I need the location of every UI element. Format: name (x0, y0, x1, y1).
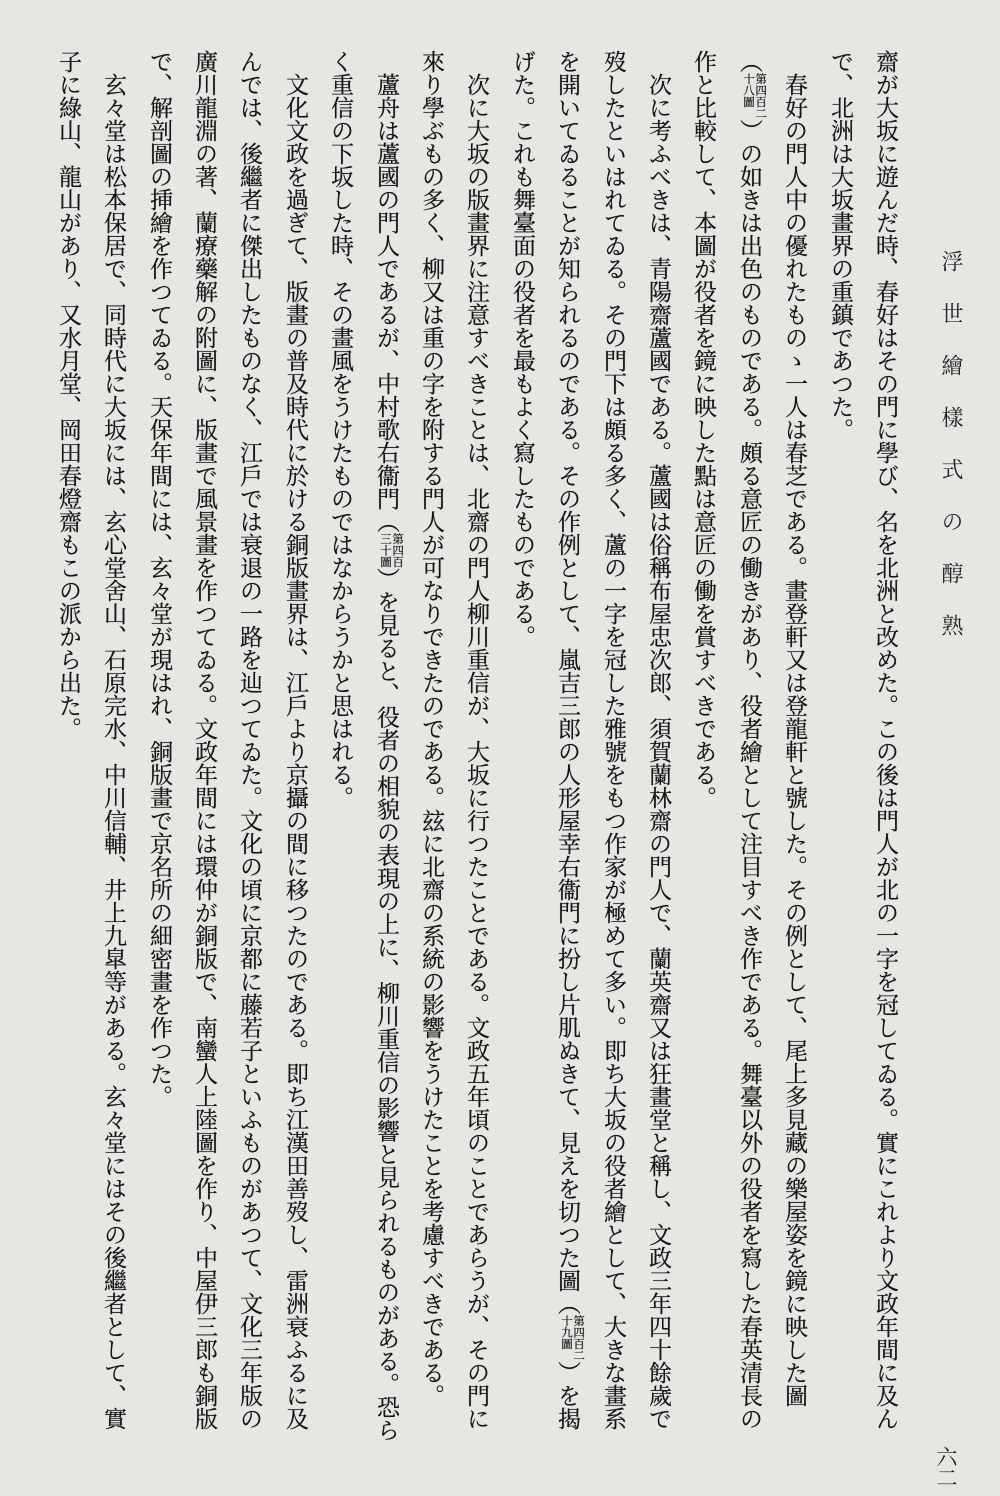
figure-reference-note (561, 1315, 585, 1361)
text-column (363, 50, 409, 1442)
note-line: 十八圖 (742, 73, 756, 108)
note-line: 第四百二 (572, 1315, 587, 1361)
text-segment: を開いてゐることが知られるのである。その作例として、嵐吉三郎の人形屋幸右衞門に扮し片肌ぬきて、見えを切つた圖（ (554, 50, 580, 1315)
text-segment: ）の如きは出色のものである。頗る意匠の働きがあり、役者繪として注目すべき作である。舞臺以外の役者を寫した春英清長の (736, 119, 762, 1430)
text-column: で、解剖圖の挿繪を作つてゐる。天保年間には、玄々堂が現はれ、銅版畫で京名所の細密畫を作つた。 (146, 50, 172, 1108)
page-number: 六二 (934, 1446, 958, 1488)
text-column: 子に綠山、龍山があり、又水月堂、岡田春燈齋もこの派から出た。 (55, 50, 81, 740)
text-segment: 蘆舟は蘆國の門人であるが、中村歌右衞門（ (373, 73, 399, 533)
running-header: 浮世繪樣式の醇熟 (938, 250, 963, 666)
text-column: 廣川龍淵の著、蘭療藥解の附圖に、版畫で風景畫を作つてゐる。文政年間には環仲が銅版で、南蠻人上陸圖を作り、中屋伊三郎も銅版 (191, 50, 217, 1430)
text-segment: （ (736, 50, 762, 73)
text-column: 歿したといはれてゐる。その門下は頗る多く、蘆の一字を冠した雅號をもつ作家が極めて多い。即ち大坂の役者繪として、大きな畫系 (600, 50, 626, 1430)
text-column: げた。これも舞臺面の役者を最もよく寫したものである。 (509, 50, 535, 648)
figure-reference-note (380, 533, 404, 568)
text-column: 文化文政を過ぎて、版畫の普及時代に於ける銅版畫界は、江戶より京攝の間に移つたのである。即ち江漢田善歿し、雷洲衰ふるに及 (282, 73, 308, 1430)
text-column: 次に考ふべきは、青陽齋蘆國である。蘆國は俗稱布屋忠次郎、須賀蘭林齋の門人で、蘭英齋又は狂畫堂と稱し、文政三年四十餘歲で (645, 73, 671, 1430)
text-column: 來り學ぶもの多く、柳又は重の字を附する門人が可なりできたのである。玆に北齋の系統の影響をうけたことを考慮すべきである。 (418, 50, 444, 1407)
text-column: 春好の門人中の優れたものゝ一人は春芝である。畫登軒又は登龍軒と號した。その例として、尾上多見藏の樂屋姿を鏡に映した圖 (781, 73, 807, 1407)
figure-reference-note (743, 73, 767, 119)
text-segment: ）を揭 (554, 1361, 580, 1430)
note-line: 三十圖 (379, 533, 393, 568)
text-column (544, 50, 590, 1430)
text-column: 齋が大坂に遊んだ時、春好はその門に學び、名を北洲と改めた。この後は門人が北の一字を冠してゐる。實にこれより文政年間に及ん (872, 50, 898, 1430)
note-line: 第四百二 (754, 73, 769, 119)
text-column: 作と比較して、本圖が役者を鏡に映した點は意匠の働を賞すべきである。 (690, 50, 716, 809)
text-segment: ）を見ると、役者の相貌の表現の上に、柳川重信の影響と見られるものがある。恐ら (373, 567, 399, 1442)
text-column: 玄々堂は松本保居で、同時代に大坂には、玄心堂舍山、石原完水、中川信輔、井上九皐等がある。玄々堂にはその後繼者として、實 (100, 73, 126, 1430)
text-column (726, 50, 772, 1430)
text-column: で、北洲は大坂畫界の重鎮であつた。 (827, 50, 853, 441)
text-column: く重信の下坂した時、その畫風をうけたものではなからうかと思はれる。 (327, 50, 353, 809)
text-column: 次に大坂の版畫界に注意すべきことは、北齋の門人柳川重信が、大坂に行つたことである。文政五年頃のことであらうが、その門に (463, 73, 489, 1430)
note-line: 十九圖 (560, 1315, 574, 1350)
note-line: 第四百 (391, 533, 406, 568)
text-column: んでは、後繼者に傑出したものなく、江戶では衰退の一路を辿つてゐた。文化の頃に京都に藤若子といふものがあつて、文化三年版の (236, 50, 262, 1430)
